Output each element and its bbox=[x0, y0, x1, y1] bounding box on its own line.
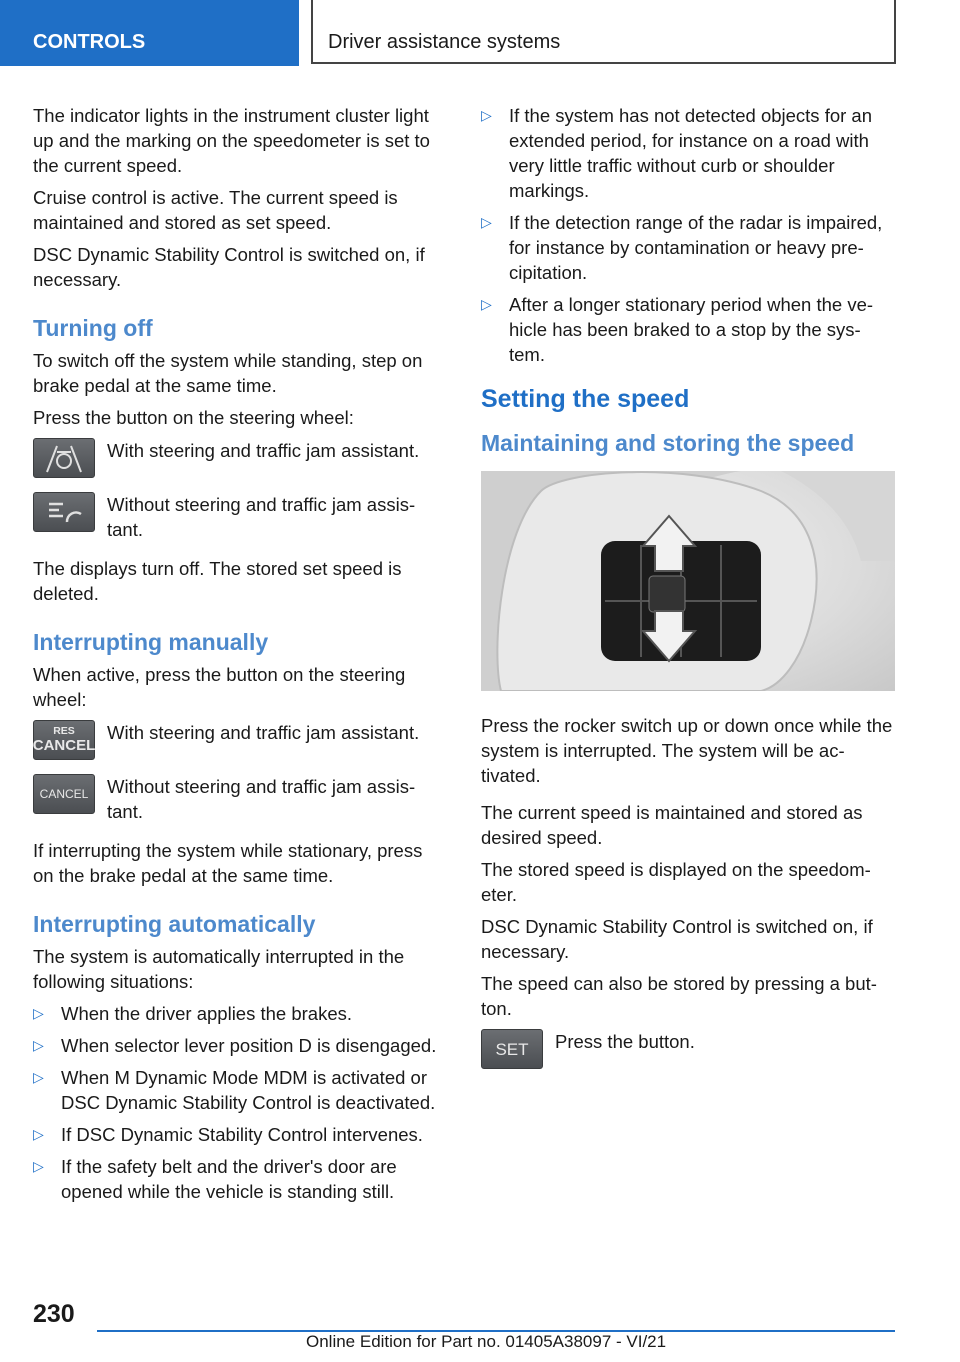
list-item: ▷ When the driver applies the brakes. bbox=[33, 1003, 353, 1024]
button-text: Without steering and traffic jam assis-tant. bbox=[107, 494, 416, 540]
button-text: With steering and traffic jam assistant. bbox=[107, 440, 420, 461]
heading-interrupting-manually: Interrupting manually bbox=[33, 629, 269, 655]
right-column bbox=[481, 103, 895, 1083]
triangle-bullet-icon: ▷ bbox=[481, 107, 492, 123]
paragraph: The stored speed is displayed on the speedom-eter. bbox=[481, 859, 871, 905]
heading-maintaining-speed: Maintaining and storing the speed bbox=[481, 430, 855, 456]
button-description bbox=[33, 720, 447, 760]
cancel-button-icon bbox=[33, 774, 95, 814]
situation-list bbox=[33, 1001, 447, 1204]
paragraph: The system is automatically interrupted in the following situations: bbox=[33, 946, 405, 992]
paragraph: Cruise control is active. The current speed is maintained and stored as set speed. bbox=[33, 187, 398, 233]
paragraph: DSC Dynamic Stability Control is switched on, if necessary. bbox=[481, 916, 873, 962]
button-label: SET bbox=[495, 1039, 529, 1059]
situation-list-continued bbox=[481, 103, 895, 367]
paragraph: If interrupting the system while stationary, press on the brake pedal at the same time. bbox=[33, 840, 423, 886]
paragraph: The indicator lights in the instrument cluster light up and the marking on the speedometer is set to the current speed. bbox=[33, 105, 430, 176]
res-cancel-button-icon bbox=[33, 720, 95, 760]
paragraph: The speed can also be stored by pressing a but-ton. bbox=[481, 973, 877, 1019]
list-item: ▷ When M Dynamic Mode MDM is activated or DSC Dynamic Stability Control is deactivated. bbox=[33, 1067, 436, 1113]
triangle-bullet-icon: ▷ bbox=[33, 1158, 44, 1174]
triangle-bullet-icon: ▷ bbox=[33, 1037, 44, 1053]
page-number: 230 bbox=[33, 1300, 75, 1328]
triangle-bullet-icon: ▷ bbox=[481, 214, 492, 230]
section-label: CONTROLS bbox=[0, 0, 299, 66]
list-item: ▷ When selector lever position D is disengaged. bbox=[33, 1035, 437, 1056]
triangle-bullet-icon: ▷ bbox=[481, 296, 492, 312]
heading-interrupting-automatically: Interrupting automatically bbox=[33, 911, 316, 937]
button-text: Without steering and traffic jam assis-tant. bbox=[107, 776, 416, 822]
triangle-bullet-icon: ▷ bbox=[33, 1126, 44, 1142]
heading-setting-speed: Setting the speed bbox=[481, 385, 690, 413]
button-description bbox=[481, 1029, 895, 1069]
button-description bbox=[33, 774, 447, 824]
heading-turning-off: Turning off bbox=[33, 315, 153, 341]
triangle-bullet-icon: ▷ bbox=[33, 1069, 44, 1085]
list-item: ▷ If DSC Dynamic Stability Control intervenes. bbox=[33, 1124, 423, 1145]
paragraph: To switch off the system while standing, step on brake pedal at the same time. bbox=[33, 350, 423, 396]
list-item: ▷ If the detection range of the radar is impaired, for instance by contamination or heavy pre-cipitation. bbox=[481, 212, 883, 283]
list-item: ▷ If the safety belt and the driver's door are opened while the vehicle is standing still. bbox=[33, 1156, 397, 1202]
button-text: With steering and traffic jam assistant. bbox=[107, 722, 420, 743]
paragraph: The displays turn off. The stored set speed is deleted. bbox=[33, 558, 402, 604]
triangle-bullet-icon: ▷ bbox=[33, 1005, 44, 1021]
left-column bbox=[33, 103, 447, 1211]
paragraph: When active, press the button on the steering wheel: bbox=[33, 664, 406, 710]
edition-text: Online Edition for Part no. 01405A38097 - VI/21 bbox=[306, 1332, 667, 1351]
list-item: ▷ If the system has not detected objects for an extended period, for instance on a road with very little traffic without curb or shoulder markings. bbox=[481, 105, 873, 201]
chapter-title: Driver assistance systems bbox=[311, 0, 896, 64]
button-label-line: RES bbox=[53, 725, 75, 737]
button-label-line: CANCEL bbox=[32, 737, 96, 754]
paragraph: The current speed is maintained and stored as desired speed. bbox=[481, 802, 863, 848]
button-label: CANCEL bbox=[39, 786, 89, 801]
paragraph: DSC Dynamic Stability Control is switched on, if necessary. bbox=[33, 244, 425, 290]
steering-assistant-button-icon bbox=[33, 438, 95, 478]
paragraph: Press the rocker switch up or down once while the system is interrupted. The system will be ac-tivated. bbox=[481, 715, 893, 786]
set-button-icon bbox=[481, 1029, 543, 1069]
list-item: ▷ After a longer stationary period when the ve-hicle has been braked to a stop by the sys-tem. bbox=[481, 294, 874, 365]
paragraph: Press the button on the steering wheel: bbox=[33, 407, 354, 428]
page-header bbox=[0, 0, 960, 66]
cruise-control-button-icon bbox=[33, 492, 95, 532]
button-description bbox=[33, 492, 447, 542]
steering-wheel-rocker-switch-image bbox=[481, 471, 895, 691]
button-text: Press the button. bbox=[555, 1031, 695, 1052]
button-description bbox=[33, 438, 447, 478]
